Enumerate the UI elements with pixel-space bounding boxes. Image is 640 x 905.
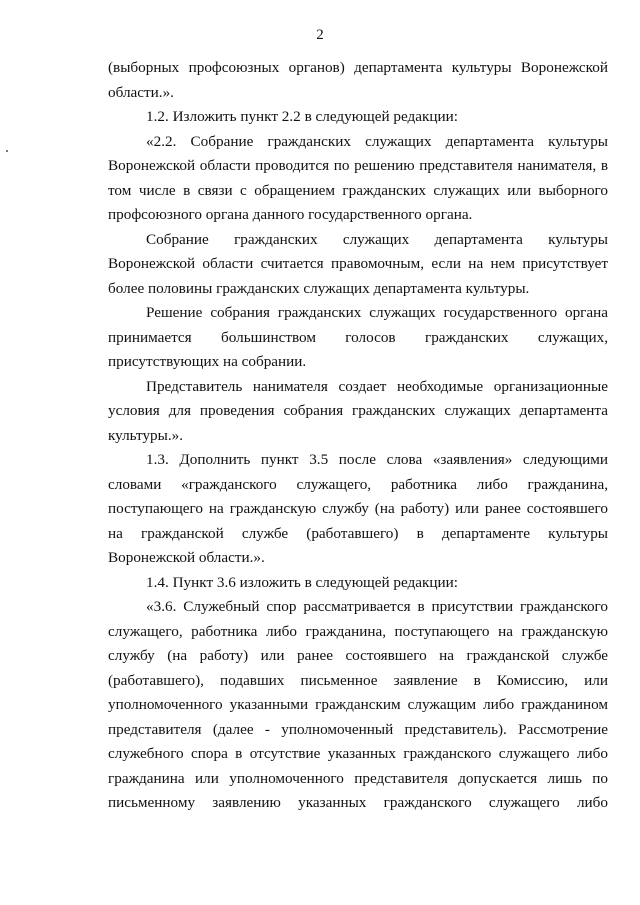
paragraph-quorum: Собрание гражданских служащих департамента культуры Воронежской области считается правомочным, если на нем присутствует более половины гражданских служащих департамента культуры. [108, 230, 608, 297]
paragraph-item-1-2: 1.2. Изложить пункт 2.2 в следующей редакции: [146, 108, 459, 125]
paragraph-continuation: (выборных профсоюзных органов) департамента культуры Воронежской области.». [108, 59, 608, 101]
paragraph-item-1-4: 1.4. Пункт 3.6 изложить в следующей редакции: [146, 573, 459, 591]
paragraph-employer-conditions: Представитель нанимателя создает необходимые организационные условия для проведения собрания гражданских служащих департамента культуры.». [108, 377, 608, 444]
page-number: 2 [316, 27, 324, 43]
paragraph-clause-2-2: «2.2. Собрание гражданских служащих департамента культуры Воронежской области проводится по решению представителя нанимателя, в том числе в связи с обращением гражданских служащих или выборного профсоюзного органа данного государственного органа. [108, 132, 608, 223]
paragraph-clause-3-6: «3.6. Служебный спор рассматривается в присутствии гражданского служащего, работника либо гражданина, поступающего на гражданскую службу (на работу) или ранее состоявшего на гражданской службе (работавшего), подавших письменное заявление в Комиссию, или уполномоченного указанными гражданским служащим либо гражданином представителя (далее - уполномоченный представитель). Рассмотрение служебного спора в отсутствие указанных гражданского служащего либо гражданина или уполномоченного представителя допускается лишь по письменному заявлению указанных гражданского служащего либо [108, 598, 608, 811]
document-body [108, 56, 608, 816]
paragraph-decision: Решение собрания гражданских служащих государственного органа принимается большинством голосов гражданских служащих, присутствующих на собрании. [108, 304, 608, 370]
margin-mark [6, 150, 8, 152]
paragraph-item-1-3: 1.3. Дополнить пункт 3.5 после слова «заявления» следующими словами «гражданского служащего, работника либо гражданина, поступающего на гражданскую службу (на работу) или ранее состоявшего на гражданской службе (работавшего) в департаменте культуры Воронежской области.». [108, 451, 608, 566]
